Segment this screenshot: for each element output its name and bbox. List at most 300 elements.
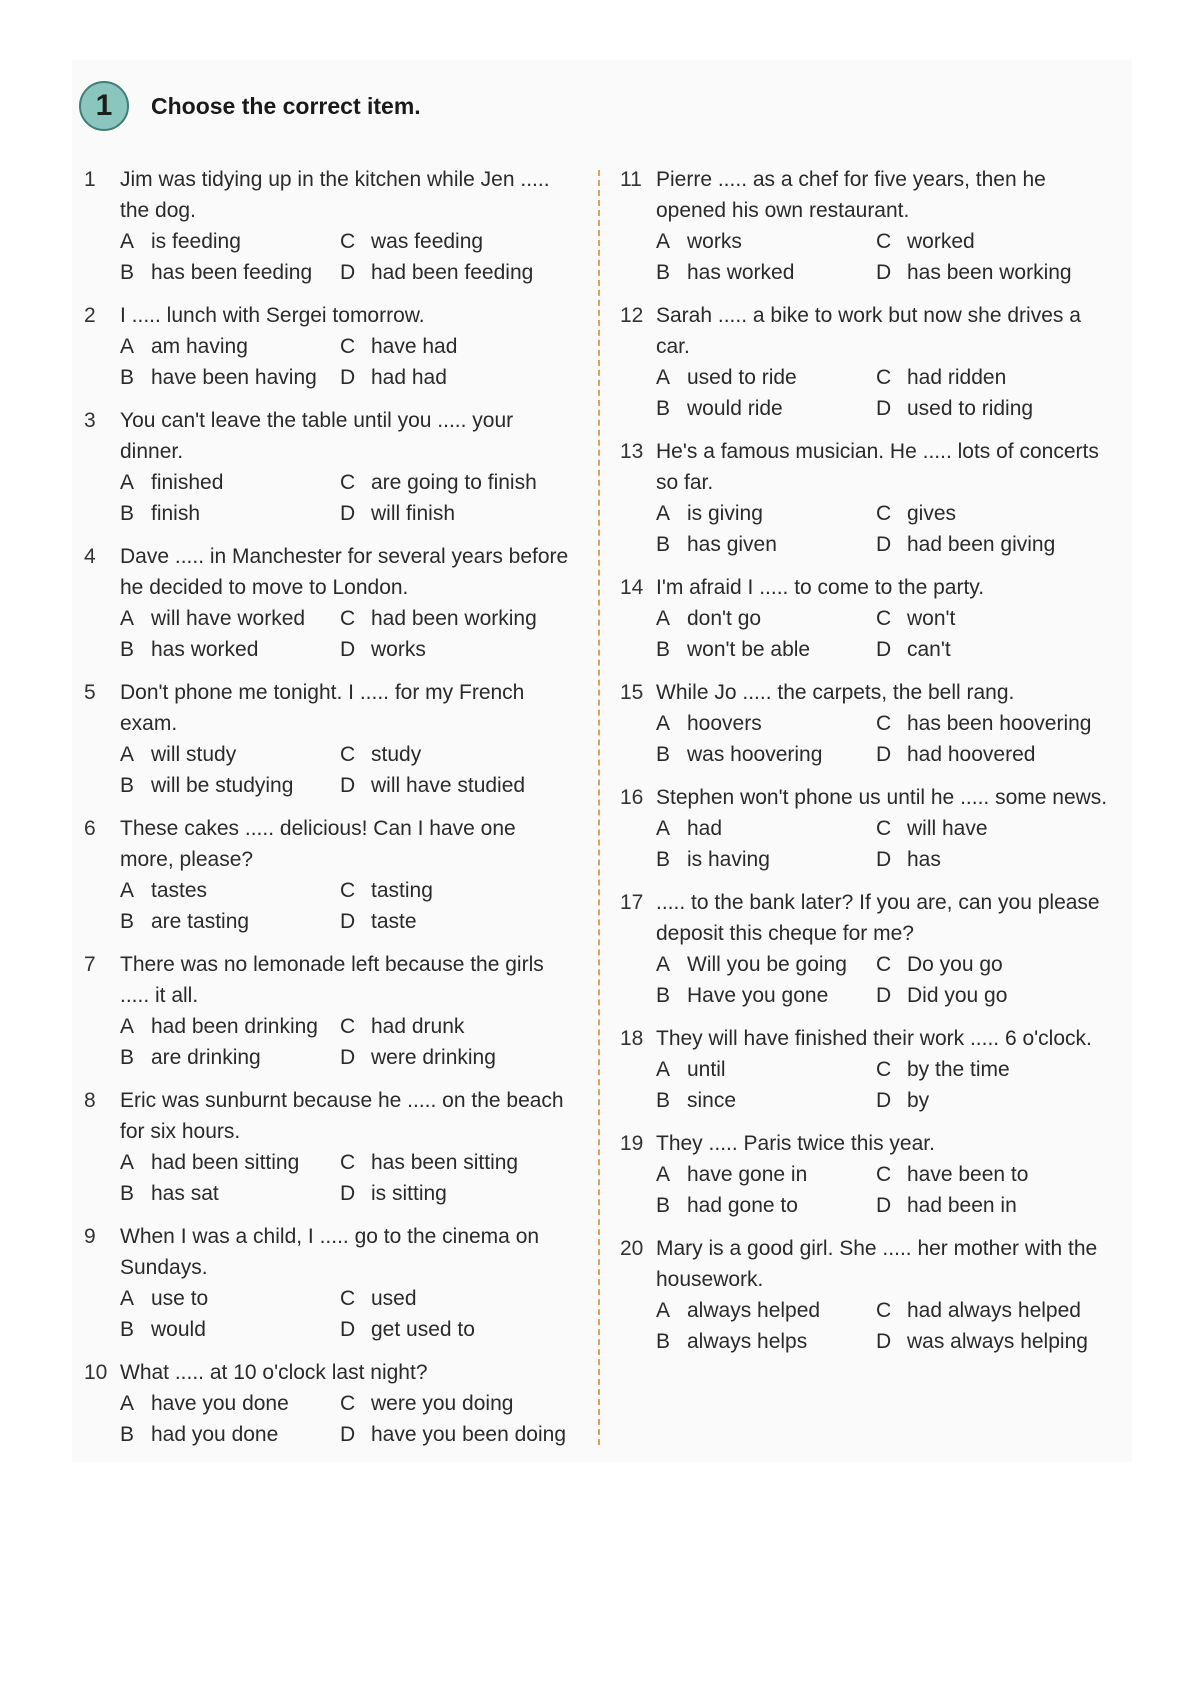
option-letter: B <box>656 397 671 420</box>
answer-option[interactable] <box>876 739 1110 770</box>
option-letter: B <box>120 261 135 284</box>
option-letter: D <box>340 910 356 933</box>
answer-option[interactable] <box>120 1147 340 1178</box>
option-letter: A <box>120 743 135 766</box>
question-item <box>620 1233 1110 1357</box>
question-number: 18 <box>620 1027 644 1050</box>
answer-option[interactable] <box>340 1178 574 1209</box>
option-letter: C <box>876 1163 892 1186</box>
option-letter: D <box>876 533 892 556</box>
question-number: 5 <box>84 681 96 704</box>
option-text: has been working <box>907 261 1072 284</box>
question-text: ..... to the bank later? If you are, can you please deposit this cheque for me? <box>656 891 1100 945</box>
option-text: had been working <box>371 607 537 630</box>
question-item <box>84 300 574 393</box>
option-letter: B <box>120 502 135 525</box>
option-letter: C <box>340 230 356 253</box>
question-item <box>84 405 574 529</box>
answer-option[interactable] <box>656 844 876 875</box>
option-letter: A <box>656 502 671 525</box>
option-letter: D <box>876 638 892 661</box>
option-letter: A <box>656 1163 671 1186</box>
option-text: was always helping <box>907 1330 1088 1353</box>
option-text: don't go <box>687 607 762 630</box>
question-text: These cakes ..... delicious! Can I have one more, please? <box>120 817 516 871</box>
option-letter: A <box>656 817 671 840</box>
option-text: had hoovered <box>907 743 1036 766</box>
answer-options <box>656 949 1110 1011</box>
answer-option[interactable] <box>656 949 876 980</box>
option-letter: A <box>120 230 135 253</box>
answer-option[interactable] <box>340 1314 574 1345</box>
option-text: get used to <box>371 1318 475 1341</box>
option-text: Did you go <box>907 984 1008 1007</box>
option-letter: D <box>340 1046 356 1069</box>
answer-option[interactable] <box>656 980 876 1011</box>
option-text: were drinking <box>371 1046 496 1069</box>
answer-options <box>120 467 574 529</box>
answer-option[interactable] <box>876 980 1110 1011</box>
option-letter: B <box>656 533 671 556</box>
option-text: is having <box>687 848 770 871</box>
option-letter: C <box>340 1287 356 1310</box>
answer-option[interactable] <box>656 257 876 288</box>
option-text: works <box>371 638 426 661</box>
option-letter: C <box>876 230 892 253</box>
option-letter: C <box>876 607 892 630</box>
answer-option[interactable] <box>876 1085 1110 1116</box>
option-letter: D <box>340 774 356 797</box>
option-text: are tasting <box>151 910 250 933</box>
option-text: has worked <box>687 261 795 284</box>
exercise-number-badge: 1 <box>79 81 129 131</box>
answer-option[interactable] <box>876 393 1110 424</box>
option-text: are going to finish <box>371 471 537 494</box>
option-text: is giving <box>687 502 763 525</box>
option-text: have been having <box>151 366 317 389</box>
answer-option[interactable] <box>876 603 1110 634</box>
exercise-header <box>79 79 421 133</box>
answer-option[interactable] <box>340 498 574 529</box>
option-text: have you done <box>151 1392 289 1415</box>
option-text: had been giving <box>907 533 1056 556</box>
answer-option[interactable] <box>876 1159 1110 1190</box>
question-item <box>84 1357 574 1450</box>
question-text: You can't leave the table until you ..... your dinner. <box>120 409 514 463</box>
answer-option[interactable] <box>120 603 340 634</box>
option-letter: D <box>876 1089 892 1112</box>
answer-options <box>656 498 1110 560</box>
question-text: Eric was sunburnt because he ..... on the beach for six hours. <box>120 1089 564 1143</box>
answer-options <box>656 362 1110 424</box>
question-item <box>620 436 1110 560</box>
answer-option[interactable] <box>656 634 876 665</box>
answer-option[interactable] <box>876 1295 1110 1326</box>
option-letter: C <box>876 1299 892 1322</box>
answer-option[interactable] <box>656 1085 876 1116</box>
answer-option[interactable] <box>876 813 1110 844</box>
answer-option[interactable] <box>876 1054 1110 1085</box>
answer-option[interactable] <box>340 362 574 393</box>
option-text: finished <box>151 471 224 494</box>
answer-option[interactable] <box>656 498 876 529</box>
option-text: Will you be going <box>687 953 847 976</box>
option-letter: A <box>120 1151 135 1174</box>
option-letter: C <box>340 879 356 902</box>
option-letter: D <box>876 743 892 766</box>
option-text: works <box>687 230 742 253</box>
option-text: had been drinking <box>151 1015 318 1038</box>
option-letter: B <box>120 774 135 797</box>
answer-option[interactable] <box>340 1011 574 1042</box>
answer-option[interactable] <box>340 257 574 288</box>
question-item <box>620 887 1110 1011</box>
question-number: 20 <box>620 1237 644 1260</box>
question-number: 1 <box>84 168 96 191</box>
option-text: will have worked <box>151 607 306 630</box>
answer-option[interactable] <box>120 906 340 937</box>
option-text: had always helped <box>907 1299 1081 1322</box>
option-letter: B <box>656 1089 671 1112</box>
answer-option[interactable] <box>120 1011 340 1042</box>
answer-option[interactable] <box>340 1283 574 1314</box>
option-letter: C <box>876 366 892 389</box>
option-text: has been feeding <box>151 261 313 284</box>
option-letter: D <box>876 1330 892 1353</box>
option-text: had you done <box>151 1423 279 1446</box>
question-number: 4 <box>84 545 96 568</box>
question-item <box>620 1128 1110 1221</box>
answer-option[interactable] <box>120 498 340 529</box>
answer-options <box>120 1388 574 1450</box>
question-item <box>620 300 1110 424</box>
question-number: 17 <box>620 891 644 914</box>
option-text: had been feeding <box>371 261 534 284</box>
option-text: since <box>687 1089 737 1112</box>
question-text: Jim was tidying up in the kitchen while Jen ..... the dog. <box>120 168 550 222</box>
question-item <box>84 1221 574 1345</box>
option-letter: B <box>120 638 135 661</box>
option-letter: C <box>340 335 356 358</box>
option-letter: B <box>656 638 671 661</box>
option-letter: C <box>876 817 892 840</box>
option-text: has sat <box>151 1182 219 1205</box>
answer-option[interactable] <box>120 739 340 770</box>
answer-options <box>656 813 1110 875</box>
option-letter: C <box>876 502 892 525</box>
exercise-instruction: Choose the correct item. <box>151 92 421 119</box>
option-text: always helps <box>687 1330 808 1353</box>
option-text: by <box>907 1089 930 1112</box>
option-text: by the time <box>907 1058 1010 1081</box>
question-text: Sarah ..... a bike to work but now she drives a car. <box>656 304 1081 358</box>
option-letter: D <box>340 502 356 525</box>
option-text: is feeding <box>151 230 241 253</box>
answer-option[interactable] <box>876 226 1110 257</box>
answer-option[interactable] <box>120 362 340 393</box>
option-text: use to <box>151 1287 209 1310</box>
question-number: 2 <box>84 304 96 327</box>
option-letter: B <box>120 1423 135 1446</box>
option-letter: C <box>876 1058 892 1081</box>
option-text: had <box>687 817 723 840</box>
option-text: have been to <box>907 1163 1029 1186</box>
answer-options <box>656 708 1110 770</box>
question-number: 8 <box>84 1089 96 1112</box>
answer-option[interactable] <box>120 1283 340 1314</box>
option-text: can't <box>907 638 951 661</box>
question-item <box>84 541 574 665</box>
answer-option[interactable] <box>120 770 340 801</box>
option-text: won't <box>907 607 956 630</box>
question-text: While Jo ..... the carpets, the bell rang. <box>656 681 1015 704</box>
answer-options <box>656 1159 1110 1221</box>
answer-option[interactable] <box>340 770 574 801</box>
answer-option[interactable] <box>876 949 1110 980</box>
option-text: had drunk <box>371 1015 465 1038</box>
option-letter: B <box>656 261 671 284</box>
option-text: will study <box>151 743 237 766</box>
question-number: 14 <box>620 576 644 599</box>
question-number: 16 <box>620 786 644 809</box>
answer-option[interactable] <box>340 226 574 257</box>
answer-option[interactable] <box>340 1419 574 1450</box>
option-letter: A <box>656 953 671 976</box>
answer-option[interactable] <box>876 634 1110 665</box>
answer-option[interactable] <box>340 331 574 362</box>
question-text: When I was a child, I ..... go to the cinema on Sundays. <box>120 1225 540 1279</box>
option-text: had ridden <box>907 366 1007 389</box>
question-column-right <box>620 164 1110 1369</box>
question-text: Mary is a good girl. She ..... her mother with the housework. <box>656 1237 1098 1291</box>
option-letter: B <box>656 848 671 871</box>
answer-option[interactable] <box>120 257 340 288</box>
option-text: would <box>151 1318 206 1341</box>
answer-option[interactable] <box>656 529 876 560</box>
option-letter: C <box>340 1392 356 1415</box>
question-column-left <box>84 164 574 1462</box>
option-text: will have <box>907 817 988 840</box>
option-text: will have studied <box>371 774 526 797</box>
answer-options <box>656 1054 1110 1116</box>
answer-options <box>120 875 574 937</box>
option-letter: B <box>120 910 135 933</box>
option-letter: A <box>120 1392 135 1415</box>
option-letter: A <box>656 1299 671 1322</box>
option-text: has given <box>687 533 777 556</box>
option-letter: A <box>656 366 671 389</box>
option-text: Do you go <box>907 953 1003 976</box>
option-letter: A <box>120 1015 135 1038</box>
option-text: won't be able <box>687 638 811 661</box>
answer-option[interactable] <box>656 1190 876 1221</box>
question-number: 15 <box>620 681 644 704</box>
question-item <box>84 1085 574 1209</box>
option-text: finish <box>151 502 201 525</box>
answer-option[interactable] <box>120 875 340 906</box>
answer-option[interactable] <box>656 708 876 739</box>
answer-option[interactable] <box>656 813 876 844</box>
answer-option[interactable] <box>876 1190 1110 1221</box>
answer-option[interactable] <box>656 1295 876 1326</box>
option-letter: C <box>340 743 356 766</box>
option-text: has <box>907 848 941 871</box>
answer-options <box>120 331 574 393</box>
question-text: What ..... at 10 o'clock last night? <box>120 1361 428 1384</box>
answer-options <box>120 226 574 288</box>
option-text: has worked <box>151 638 259 661</box>
option-letter: A <box>656 607 671 630</box>
option-letter: D <box>876 1194 892 1217</box>
option-text: were you doing <box>371 1392 514 1415</box>
answer-option[interactable] <box>120 1388 340 1419</box>
option-letter: D <box>340 638 356 661</box>
answer-option[interactable] <box>120 1314 340 1345</box>
answer-options <box>120 1283 574 1345</box>
option-letter: C <box>876 712 892 735</box>
question-text: Don't phone me tonight. I ..... for my French exam. <box>120 681 525 735</box>
answer-option[interactable] <box>340 739 574 770</box>
option-text: Have you gone <box>687 984 829 1007</box>
option-letter: C <box>340 471 356 494</box>
option-text: always helped <box>687 1299 821 1322</box>
option-letter: A <box>120 1287 135 1310</box>
question-item <box>620 677 1110 770</box>
option-letter: A <box>656 230 671 253</box>
answer-options <box>656 226 1110 288</box>
option-letter: C <box>340 1015 356 1038</box>
option-text: had had <box>371 366 447 389</box>
answer-option[interactable] <box>120 226 340 257</box>
question-text: I ..... lunch with Sergei tomorrow. <box>120 304 425 327</box>
option-text: would ride <box>687 397 783 420</box>
option-text: has been hoovering <box>907 712 1092 735</box>
option-text: worked <box>907 230 975 253</box>
question-text: They ..... Paris twice this year. <box>656 1132 935 1155</box>
answer-option[interactable] <box>876 844 1110 875</box>
option-text: gives <box>907 502 957 525</box>
answer-option[interactable] <box>656 393 876 424</box>
option-letter: C <box>876 953 892 976</box>
answer-option[interactable] <box>340 1147 574 1178</box>
answer-option[interactable] <box>120 634 340 665</box>
question-text: He's a famous musician. He ..... lots of concerts so far. <box>656 440 1099 494</box>
answer-option[interactable] <box>120 467 340 498</box>
answer-option[interactable] <box>340 1042 574 1073</box>
option-letter: D <box>876 984 892 1007</box>
answer-option[interactable] <box>656 226 876 257</box>
answer-option[interactable] <box>120 1042 340 1073</box>
option-letter: B <box>656 984 671 1007</box>
question-text: Dave ..... in Manchester for several years before he decided to move to London. <box>120 545 569 599</box>
answer-option[interactable] <box>120 331 340 362</box>
option-letter: D <box>876 397 892 420</box>
option-text: used to ride <box>687 366 797 389</box>
option-letter: C <box>340 1151 356 1174</box>
answer-option[interactable] <box>340 875 574 906</box>
option-text: are drinking <box>151 1046 261 1069</box>
answer-option[interactable] <box>656 1054 876 1085</box>
question-number: 19 <box>620 1132 644 1155</box>
answer-option[interactable] <box>656 362 876 393</box>
option-letter: B <box>656 1330 671 1353</box>
option-text: will be studying <box>151 774 294 797</box>
option-text: had been in <box>907 1194 1017 1217</box>
question-text: I'm afraid I ..... to come to the party. <box>656 576 985 599</box>
option-text: is sitting <box>371 1182 447 1205</box>
answer-option[interactable] <box>656 1159 876 1190</box>
option-text: tastes <box>151 879 208 902</box>
option-text: had been sitting <box>151 1151 300 1174</box>
option-letter: D <box>340 1423 356 1446</box>
option-letter: D <box>876 261 892 284</box>
option-text: hoovers <box>687 712 762 735</box>
option-letter: B <box>656 1194 671 1217</box>
option-text: was feeding <box>371 230 484 253</box>
answer-option[interactable] <box>656 739 876 770</box>
answer-options <box>120 603 574 665</box>
option-text: will finish <box>371 502 456 525</box>
answer-option[interactable] <box>876 362 1110 393</box>
answer-option[interactable] <box>876 257 1110 288</box>
answer-options <box>120 1011 574 1073</box>
answer-options <box>120 739 574 801</box>
option-text: until <box>687 1058 726 1081</box>
option-text: study <box>371 743 422 766</box>
option-letter: B <box>120 1182 135 1205</box>
option-text: taste <box>371 910 417 933</box>
option-letter: A <box>120 607 135 630</box>
option-text: have gone in <box>687 1163 808 1186</box>
answer-option[interactable] <box>876 529 1110 560</box>
answer-option[interactable] <box>120 1419 340 1450</box>
answer-option[interactable] <box>340 906 574 937</box>
option-text: used to riding <box>907 397 1034 420</box>
column-divider <box>598 170 600 1445</box>
question-text: There was no lemonade left because the girls ..... it all. <box>120 953 544 1007</box>
question-item <box>620 164 1110 288</box>
question-number: 6 <box>84 817 96 840</box>
answer-option[interactable] <box>876 708 1110 739</box>
answer-option[interactable] <box>340 467 574 498</box>
question-text: Stephen won't phone us until he ..... some news. <box>656 786 1108 809</box>
option-text: tasting <box>371 879 433 902</box>
answer-option[interactable] <box>120 1178 340 1209</box>
option-letter: D <box>876 848 892 871</box>
answer-options <box>120 1147 574 1209</box>
option-letter: B <box>120 366 135 389</box>
answer-option[interactable] <box>656 1326 876 1357</box>
option-text: have you been doing <box>371 1423 566 1446</box>
option-letter: B <box>656 743 671 766</box>
answer-option[interactable] <box>876 1326 1110 1357</box>
question-item <box>84 164 574 288</box>
answer-option[interactable] <box>876 498 1110 529</box>
question-text: Pierre ..... as a chef for five years, then he opened his own restaurant. <box>656 168 1046 222</box>
answer-option[interactable] <box>340 634 574 665</box>
question-number: 13 <box>620 440 644 463</box>
question-number: 10 <box>84 1361 108 1384</box>
question-number: 3 <box>84 409 96 432</box>
question-number: 11 <box>620 168 642 191</box>
option-letter: D <box>340 1182 356 1205</box>
answer-options <box>656 1295 1110 1357</box>
answer-option[interactable] <box>340 1388 574 1419</box>
answer-option[interactable] <box>656 603 876 634</box>
option-letter: A <box>120 471 135 494</box>
option-letter: A <box>120 879 135 902</box>
answer-option[interactable] <box>340 603 574 634</box>
